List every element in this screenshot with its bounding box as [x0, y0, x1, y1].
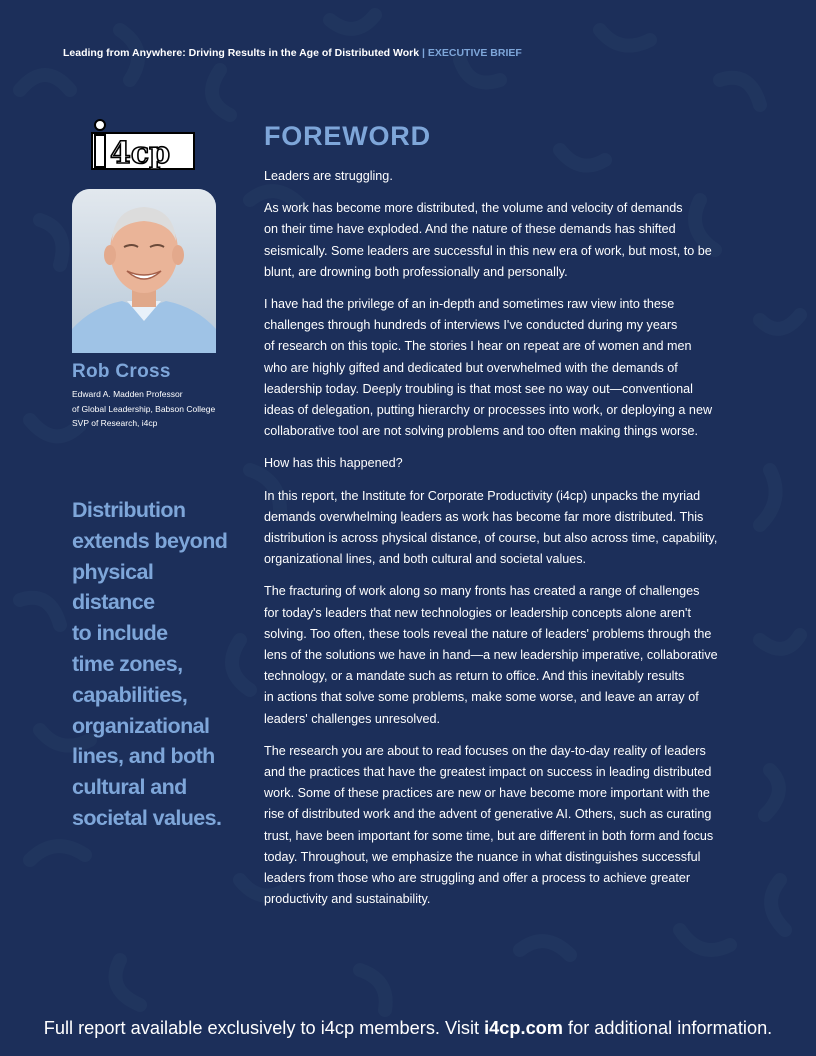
- foreword-line: today. Throughout, we emphasize the nuance in what distinguishes successful: [264, 849, 701, 864]
- foreword-line: In this report, the Institute for Corporate Productivity (i4cp) unpacks the myriad: [264, 488, 701, 503]
- author-title-line: SVP of Research, i4cp: [72, 418, 158, 428]
- foreword-line: solving. Too often, these tools reveal the nature of leaders' problems through the: [264, 626, 712, 641]
- foreword-paragraph: [264, 741, 744, 911]
- foreword-line: for today's leaders that new technologies or leadership concepts alone aren't: [264, 605, 691, 620]
- foreword-line: of research on this topic. The stories I hear on repeat are of women and men: [264, 339, 692, 354]
- pull-quote-line: to include: [72, 621, 168, 646]
- foreword-line: collaborative tool are not solving problems and too often making things worse.: [264, 424, 699, 439]
- footer-link[interactable]: i4cp.com: [484, 1018, 563, 1038]
- foreword-line: blunt, are drowning both professionally and personally.: [264, 264, 568, 279]
- foreword-line: ideas of delegation, putting hierarchy or processes into work, or deploying a new: [264, 403, 713, 418]
- foreword-line: How has this happened?: [264, 456, 403, 471]
- foreword-line: seismically. Some leaders are successful in this new era of work, but most, to be: [264, 243, 712, 258]
- foreword-line: leaders from those who are struggling and offer a process to achieve greater: [264, 871, 691, 886]
- foreword-body: [264, 166, 744, 922]
- foreword-line: trust, have been important for some time, but are different in both form and focus: [264, 828, 714, 843]
- foreword-paragraph: [264, 486, 744, 571]
- foreword-line: distribution is across physical distance, of course, but also across time, capability,: [264, 531, 718, 546]
- foreword-line: technology, or a mandate such as return to office. And this inevitably results: [264, 669, 685, 684]
- author-title: [72, 387, 232, 431]
- i4cp-logo: [86, 119, 202, 171]
- section-heading: FOREWORD: [264, 121, 431, 151]
- pull-quote-line: Distribution: [72, 498, 186, 522]
- foreword-line: who are highly gifted and dedicated but overwhelmed with the demands of: [264, 360, 678, 375]
- report-header: [63, 47, 522, 59]
- foreword-paragraph: [264, 198, 744, 283]
- footer-text-end: for additional information.: [562, 1018, 773, 1038]
- foreword-line: leadership today. Deeply troubling is that most see no way out—conventional: [264, 381, 693, 396]
- foreword-paragraph: [264, 294, 744, 442]
- foreword-line: in actions that solve some problems, make some worse, and leave an array of: [264, 690, 699, 705]
- foreword-line: productivity and sustainability.: [264, 892, 431, 907]
- foreword-paragraph: [264, 581, 744, 729]
- foreword-paragraph: [264, 166, 744, 187]
- pull-quote-line: extends beyond: [72, 528, 228, 553]
- pull-quote-line: cultural and: [72, 775, 187, 800]
- foreword-line: organizational lines, and both cultural and societal values.: [264, 552, 587, 567]
- header-label: EXECUTIVE BRIEF: [427, 47, 522, 59]
- header-separator: |: [421, 47, 425, 59]
- author-name: Rob Cross: [72, 361, 171, 382]
- foreword-line: leaders' challenges unresolved.: [264, 711, 441, 726]
- foreword-line: The fracturing of work along so many fronts has created a range of challenges: [264, 584, 700, 599]
- foreword-line: and the practices that have the greatest impact on success in leading distributed: [264, 765, 712, 780]
- foreword-line: work. Some of these practices are new or have become more important with the: [264, 786, 710, 801]
- foreword-paragraph: [264, 453, 744, 474]
- foreword-line: challenges through hundreds of interviews I've conducted during my years: [264, 318, 678, 333]
- foreword-line: The research you are about to read focuses on the day-to-day reality of leaders: [264, 743, 706, 758]
- pull-quote-line: lines, and both: [72, 744, 215, 769]
- pull-quote: [72, 495, 242, 834]
- svg-text:4cp: 4cp: [110, 136, 171, 171]
- foreword-line: on their time have exploded. And the nature of these demands has shifted: [264, 222, 676, 237]
- pull-quote-line: time zones,: [72, 651, 183, 676]
- foreword-line: As work has become more distributed, the volume and velocity of demands: [264, 201, 683, 216]
- foreword-line: lens of the solutions we have in hand—a new leadership imperative, collaborative: [264, 648, 718, 663]
- author-title-line: Edward A. Madden Professor: [72, 389, 183, 399]
- author-title-line: of Global Leadership, Babson College: [72, 403, 216, 414]
- pull-quote-line: organizational: [72, 713, 210, 738]
- foreword-line: rise of distributed work and the advent of generative AI. Others, such as curating: [264, 807, 712, 822]
- pull-quote-line: distance: [72, 590, 155, 615]
- foreword-line: demands overwhelming leaders as work has become far more distributed. This: [264, 509, 704, 524]
- pull-quote-line: capabilities,: [72, 682, 188, 707]
- foreword-line: I have had the privilege of an in-depth and sometimes raw view into these: [264, 297, 675, 312]
- footer-text: Full report available exclusively to i4cp members. Visit: [43, 1018, 485, 1038]
- foreword-line: Leaders are struggling.: [264, 169, 393, 183]
- footer-note: [0, 1018, 816, 1039]
- pull-quote-line: physical: [72, 559, 154, 584]
- pull-quote-line: societal values.: [72, 805, 222, 830]
- author-photo: [72, 189, 216, 353]
- report-title: Leading from Anywhere: Driving Results in the Age of Distributed Work: [63, 47, 420, 59]
